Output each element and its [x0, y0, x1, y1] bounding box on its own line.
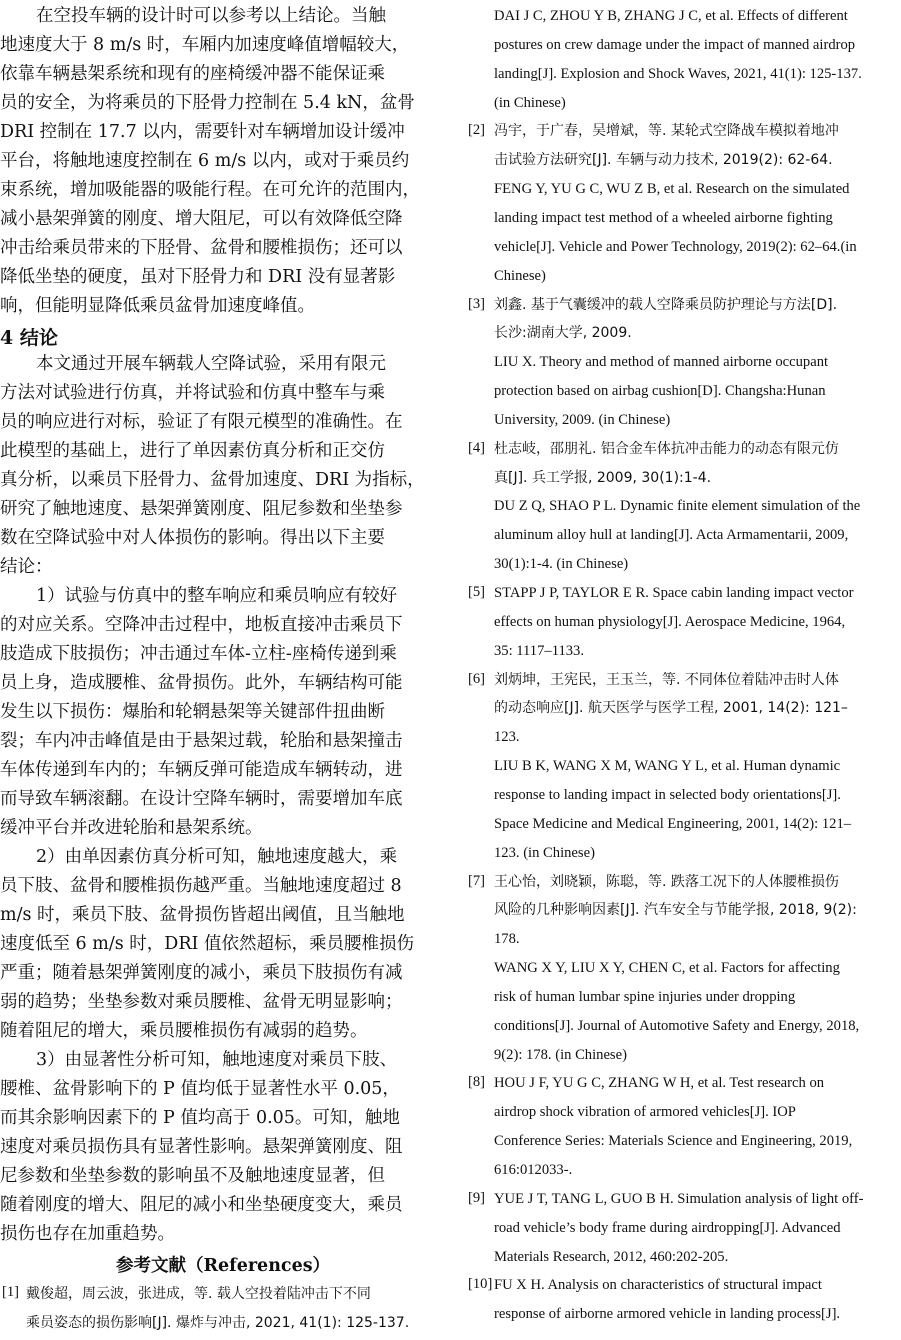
- body-paragraph-line: 依靠车辆悬架系统和现有的座椅缓冲器不能保证乘: [0, 64, 385, 84]
- conclusion-paragraph-line: 1）试验与仿真中的整车响应和乘员响应有较好: [36, 586, 398, 606]
- body-paragraph-line: 此模型的基础上，进行了单因素仿真分析和正交仿: [0, 441, 385, 461]
- reference-line: conditions[J]. Journal of Automotive Safety and Energy, 2018,: [494, 1017, 860, 1034]
- body-paragraph-line: 减小悬架弹簧的刚度、增大阻尼，可以有效降低空降: [0, 209, 403, 229]
- reference-line: aluminum alloy hull at landing[J]. Acta Armamentarii, 2009,: [494, 527, 849, 544]
- reference-number: [2]: [468, 122, 486, 139]
- conclusion-paragraph-line: 裂；车内冲击峰值是由于悬架过载，轮胎和悬架撞击: [0, 731, 403, 751]
- body-paragraph-line: 数在空降试验中对人体损伤的影响。得出以下主要: [0, 528, 385, 548]
- conclusion-paragraph-line: 员下肢、盆骨和腰椎损伤越严重。当触地速度超过 8: [0, 876, 402, 896]
- conclusion-paragraph-line: 2）由单因素仿真分析可知，触地速度越大，乘: [36, 847, 398, 867]
- reference-line: airdrop shock vibration of armored vehicles[J]. IOP: [494, 1104, 796, 1121]
- conclusion-paragraph-line: 严重；随着悬架弹簧刚度的减小，乘员下肢损伤有减: [0, 963, 403, 983]
- reference-line: 9(2): 178. (in Chinese): [494, 1046, 627, 1063]
- body-paragraph-line: 本文通过开展车辆载人空降试验，采用有限元: [36, 354, 386, 374]
- reference-number: [10]: [468, 1276, 493, 1293]
- body-paragraph-line: 地速度大于 8 m/s 时，车厢内加速度峰值增幅较大，: [0, 35, 410, 55]
- references-heading: 参考文献（References）: [116, 1256, 331, 1276]
- reference-line: 35: 1117–1133.: [494, 642, 584, 659]
- reference-line: road vehicle’s body frame during airdropping[J]. Advanced: [494, 1219, 841, 1236]
- reference-line: risk of human lumbar spine injuries under dropping: [494, 988, 796, 1005]
- reference-line: protection based on airbag cushion[D]. Changsha:Hunan: [494, 383, 826, 400]
- reference-number: [5]: [468, 584, 486, 600]
- reference-line: landing[J]. Explosion and Shock Waves, 2021, 41(1): 125-137.: [494, 65, 862, 82]
- conclusion-paragraph-line: 发生以下损伤：爆胎和轮辋悬架等关键部件扭曲断: [0, 702, 385, 722]
- conclusion-paragraph-line: 尼参数和坐垫参数的影响虽不及触地速度显著，但: [0, 1166, 385, 1186]
- reference-line: Conference Series: Materials Science and Engineering, 2019,: [494, 1133, 853, 1150]
- body-paragraph-line: 响，但能明显降低乘员盆骨加速度峰值。: [0, 296, 315, 316]
- reference-number: [1]: [2, 1284, 20, 1300]
- reference-line: University, 2009. (in Chinese): [494, 411, 671, 428]
- reference-line: response of airborne armored vehicle in landing process[J].: [494, 1306, 841, 1323]
- reference-line: YUE J T, TANG L, GUO B H. Simulation analysis of light off-: [494, 1190, 864, 1207]
- reference-line: 戴俊超，周云波，张进成，等. 载人空投着陆冲击下不同: [26, 1286, 371, 1302]
- reference-number: [8]: [468, 1074, 486, 1091]
- reference-line: FU X H. Analysis on characteristics of structural impact: [494, 1277, 822, 1294]
- conclusion-paragraph-line: 速度低至 6 m/s 时，DRI 值依然超标，乘员腰椎损伤: [0, 934, 414, 954]
- reference-line: 王心怡，刘晓颖，陈聪，等. 跌落工况下的人体腰椎损伤: [494, 873, 839, 890]
- reference-line: 冯宇，于广春，吴增斌，等. 某轮式空降战车模拟着地冲: [494, 123, 839, 140]
- reference-line: (in Chinese): [494, 94, 566, 111]
- reference-number: [4]: [468, 439, 486, 456]
- reference-line: Chinese): [494, 267, 546, 284]
- reference-line: 616:012033-.: [494, 1162, 573, 1178]
- reference-number: [7]: [468, 872, 486, 889]
- body-paragraph-line: 束系统，增加吸能器的吸能行程。在可允许的范围内，: [0, 180, 420, 200]
- reference-number: [3]: [468, 295, 486, 312]
- reference-number: [6]: [468, 670, 486, 687]
- conclusion-paragraph-line: 而其余影响因素下的 P 值均高于 0.05。可知，触地: [0, 1108, 400, 1128]
- body-paragraph-line: 员的响应进行对标，验证了有限元模型的准确性。在: [0, 412, 403, 432]
- conclusion-paragraph-line: 缓冲平台并改进轮胎和悬架系统。: [0, 818, 263, 838]
- reference-line: 刘炳坤，王宪民，王玉兰，等. 不同体位着陆冲击时人体: [494, 671, 839, 688]
- conclusion-paragraph-line: 而导致车辆滚翻。在设计空降车辆时，需要增加车底: [0, 789, 403, 809]
- reference-line: 击试验方法研究[J]. 车辆与动力技术, 2019(2): 62-64.: [494, 152, 833, 169]
- reference-number: [9]: [468, 1189, 486, 1206]
- conclusion-paragraph-line: 弱的趋势；坐垫参数对乘员腰椎、盆骨无明显影响；: [0, 992, 403, 1012]
- reference-line: STAPP J P, TAYLOR E R. Space cabin landing impact vector: [494, 585, 854, 601]
- reference-line: landing impact test method of a wheeled airborne fighting: [494, 209, 833, 226]
- conclusion-paragraph-line: 随着阻尼的增大，乘员腰椎损伤有减弱的趋势。: [0, 1021, 368, 1041]
- body-paragraph-line: 研究了触地速度、悬架弹簧刚度、阻尼参数和坐垫参: [0, 499, 403, 519]
- reference-line: HOU J F, YU G C, ZHANG W H, et al. Test research on: [494, 1075, 825, 1092]
- reference-line: LIU X. Theory and method of manned airborne occupant: [494, 354, 829, 371]
- conclusion-paragraph-line: 肢造成下肢损伤；冲击通过车体-立柱-座椅传递到乘: [0, 644, 397, 664]
- reference-line: DAI J C, ZHOU Y B, ZHANG J C, et al. Effects of different: [494, 8, 848, 24]
- conclusion-paragraph-line: 员上身，造成腰椎、盆骨损伤。此外，车辆结构可能: [0, 673, 403, 693]
- body-paragraph-line: 员的安全，为将乘员的下胫骨力控制在 5.4 kN，盆骨: [0, 93, 415, 113]
- body-paragraph-line: 冲击给乘员带来的下胫骨、盆骨和腰椎损伤；还可以: [0, 238, 403, 258]
- reference-line: 的动态响应[J]. 航天医学与医学工程, 2001, 14(2): 121–: [494, 700, 848, 717]
- body-paragraph-line: 方法对试验进行仿真，并将试验和仿真中整车与乘: [0, 383, 385, 403]
- reference-line: 长沙:湖南大学, 2009.: [494, 325, 632, 342]
- reference-line: 刘鑫. 基于气囊缓冲的载人空降乘员防护理论与方法[D].: [494, 296, 838, 313]
- conclusion-paragraph-line: m/s 时，乘员下肢、盆骨损伤皆超出阈值，且当触地: [0, 905, 405, 925]
- reference-line: 杜志岐，邵朋礼. 铝合金车体抗冲击能力的动态有限元仿: [494, 440, 839, 457]
- body-paragraph-line: 真分析，以乘员下胫骨力、盆骨加速度、DRI 为指标，: [0, 470, 425, 490]
- reference-line: 真[J]. 兵工学报, 2009, 30(1):1-4.: [494, 469, 712, 486]
- reference-line: 123. (in Chinese): [494, 844, 595, 861]
- body-paragraph-line: 降低坐垫的硬度，虽对下胫骨力和 DRI 没有显著影: [0, 267, 396, 287]
- reference-line: response to landing impact in selected body orientations[J].: [494, 786, 841, 803]
- reference-line: WANG X Y, LIU X Y, CHEN C, et al. Factors for affecting: [494, 960, 840, 977]
- reference-line: 30(1):1-4. (in Chinese): [494, 556, 629, 573]
- body-paragraph-line: DRI 控制在 17.7 以内，需要针对车辆增加设计缓冲: [0, 122, 405, 142]
- body-paragraph-line: 在空投车辆的设计时可以参考以上结论。当触: [36, 6, 386, 26]
- reference-line: FENG Y, YU G C, WU Z B, et al. Research on the simulated: [494, 181, 850, 198]
- body-paragraph-line: 平台，将触地速度控制在 6 m/s 以内，或对于乘员约: [0, 151, 410, 171]
- reference-line: DU Z Q, SHAO P L. Dynamic finite element simulation of the: [494, 498, 861, 515]
- reference-line: 风险的几种影响因素[J]. 汽车安全与节能学报, 2018, 9(2):: [494, 902, 857, 919]
- conclusion-paragraph-line: 3）由显著性分析可知，触地速度对乘员下肢、: [36, 1050, 398, 1070]
- conclusion-paragraph-line: 损伤也存在加重趋势。: [0, 1224, 175, 1244]
- reference-line: Space Medicine and Medical Engineering, 2001, 14(2): 121–: [494, 815, 852, 832]
- reference-line: postures on crew damage under the impact of manned airdrop: [494, 36, 856, 53]
- reference-line: effects on human physiology[J]. Aerospace Medicine, 1964,: [494, 613, 846, 630]
- conclusion-paragraph-line: 腰椎、盆骨影响下的 P 值均低于显著性水平 0.05，: [0, 1079, 400, 1099]
- reference-line: 123.: [494, 729, 520, 746]
- conclusion-paragraph-line: 车体传递到车内的；车辆反弹可能造成车辆转动，进: [0, 760, 403, 780]
- conclusion-paragraph-line: 速度对乘员损伤具有显著性影响。悬架弹簧刚度、阻: [0, 1137, 403, 1157]
- reference-line: Materials Research, 2012, 460:202-205.: [494, 1248, 729, 1265]
- reference-line: LIU B K, WANG X M, WANG Y L, et al. Human dynamic: [494, 758, 841, 775]
- body-paragraph-line: 结论：: [0, 557, 53, 577]
- conclusion-paragraph-line: 随着刚度的增大、阻尼的减小和坐垫硬度变大，乘员: [0, 1195, 403, 1215]
- section-heading: 4 结论: [0, 327, 58, 349]
- conclusion-paragraph-line: 的对应关系。空降冲击过程中，地板直接冲击乘员下: [0, 615, 403, 635]
- reference-line: 178.: [494, 931, 520, 948]
- reference-line: vehicle[J]. Vehicle and Power Technology, 2019(2): 62–64.(in: [494, 238, 857, 255]
- reference-line: 乘员姿态的损伤影响[J]. 爆炸与冲击, 2021, 41(1): 125-137.: [26, 1315, 410, 1331]
